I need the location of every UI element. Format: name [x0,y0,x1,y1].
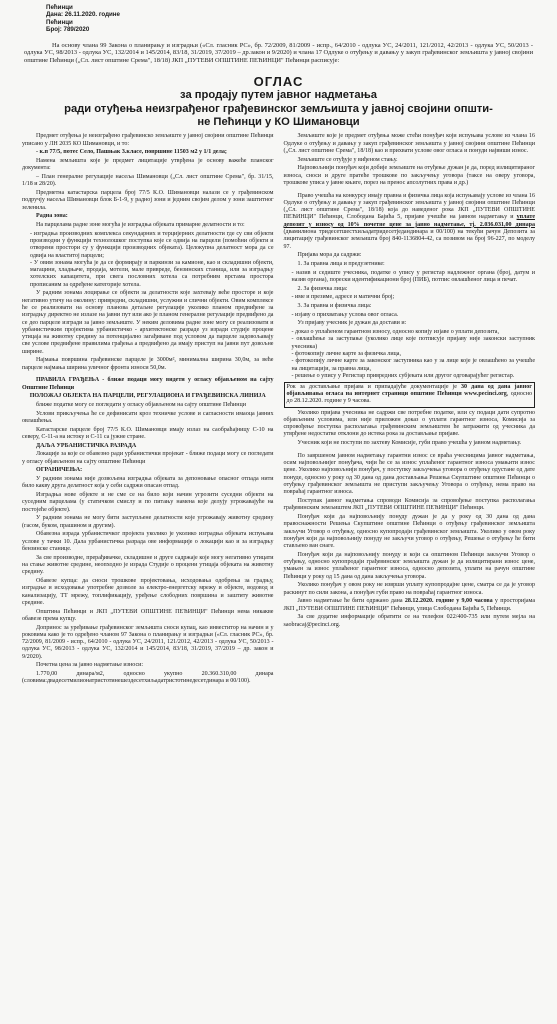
auction-date: 28.12.2020. године у 9,00 часова [404,598,493,605]
parcel-line: - к.п 77/5, потес Село, Пашњак 3.класе, површине 11503 м2 у 1/1 дела; [36,149,227,156]
paragraph: Предметна катастарска парцела број 77/5 К.О. Шимановци налази се у грађевинском подручју насеља Шимановци блок Б-1-9, у радној зони и једним својим делом у зони заштитног зеленила. [22,189,274,211]
paragraph: Катастарске парцеле број 77/5 К.О. Шимановци имају излаз на саобраћајницу С-10 на северу, С-11-а на истоку и С-11 са јужне стране. [22,426,274,441]
masthead-line: Пећинци [46,4,73,11]
intro-paragraph [24,42,533,65]
list-item: - име и презиме, адресе и матични број; [292,294,536,301]
section-heading: ОГРАНИЧЕЊА: [36,467,83,474]
ad-title [10,74,547,129]
starting-price: 1.770,00 динара/м2, односно укупно 20.360.310,00 динара (словима:двадесетмилионатристотинешездесетхиљадатристотинедесетдинара и 00/100). [22,671,274,685]
paragraph: Понуђач који да најповољнију понуду и који са општином Пећинци закључи Уговор о отуђењу, односно купопродаји грађевинског земљишта дужан је да излицитирани износ цене, умањен за износ уплаћеног гарантног износа, односно депозита, уплати на рачун општине Пећинци у року од 15 дана од дана закључења уговора. [283,551,535,580]
left-column [22,133,274,687]
paragraph: Пријава мора да садржи: [297,252,362,259]
paragraph: Земљиште које је предмет отуђења може стећи понуђач који испуњава услове из члана 16 Одлуке о отуђењу и давању у закуп грађевинског земљишта у јавној својини општине Пећинци („Сл. лист општине Срема", 18/18) као и прихвати услове овог огласа и понуди највиши износ. [283,133,535,154]
paragraph-text: (двамилиона тридесетшестхиљадатридесетједандинара и 00/100) на текући рачун Депозита за лицитацију грађевинског земљишта број 840-1136804-42, са позивом на број 96-227, по моделу 97. [283,229,535,250]
contact-paragraph: За све додатне информације обратити се на телефон 022/400-735 или путем мејла на saobracaj@pecinci.org. [283,614,535,628]
paragraph: Уз пријаву учесник је дужан да достави и: [297,320,407,327]
paragraph: На парцелама радне зоне могућа је изградња објеката примарне делатности и то: [36,221,245,228]
list-item: - овлашћење за заступање (уколико лице које потписује пријаву није законски заступник учесника) [292,336,536,351]
auction-place: у просторијама ЈКП „ПУТЕВИ ОПШТИНЕ ПЕЋИНЦИ" Пећинци, улица Слободана Бајића 5, Пећинци. [283,598,536,612]
list [284,294,536,301]
paragraph: Уколико понуђач у овом року не изврши уплату купопродајне цене, сматра се да је уговор раскинут по сили закона, а понуђач губи право на повраћај гарантног износа. [283,582,535,596]
deadline-date: , односно до 28.12.2020. године у 9 часова. [286,390,532,405]
deadline-text: Рок за достављање пријава и припадајуће документације је [286,383,457,390]
section-heading: ПРАВИЛА ГРАЂЕЊА - ближе подаци могу видети у огласу објављеном на сајту Општине Пећинци [22,377,274,391]
paragraph: Обавезе купца: да сноси трошкове пројектовања, исходовања одобрења за градњу, изградње и исходовање употребне дозволе за електро-енергетску мрежу и објекте, водовод и канализацију, ТТ мрежу, топлификацију, уређење слободних површина и заштиту животне средине. [22,577,274,606]
list-item: - У овим зонама могућа је да се формирају и паркинзи за камионе, као и складишни објекти, магацини, хладњаче, продаја, мотели, мале привреде, бензинских станица, или за изградњу хотелских капацитета, при свега пословних хотела са потребним врстама простора прописаним за одређене категорије хотела. [30,260,274,289]
paragraph: Почетна цена за јавно надметање износи: [36,662,144,669]
list-item: - фотокопију личне карте за законског заступника као у за лице које је овлашћено за учешће на лицитацији, за правна лица, [292,358,536,373]
deposit-amount: уплате депозит у износу од 10% почетне цене за јавно надметање, тј. 2.036.031,00 динара [283,214,535,228]
paragraph: Најмања површина грађевинске парцеле је 3000м², минимална ширина 30,0м, за веће парцеле најмања ширина уличног фронта износи 50,0м. [22,357,274,371]
paragraph [284,193,536,251]
paragraph: – План генералне регулације насеља Шимановци („Сл. лист општине Срема", бр. 31/15, 1/18 и 28/20). [22,174,274,188]
paragraph: Изградња нове објекте и не сме се на било који начин угрозити суседни објекти на суседним парцелама (у статичком смислу и по питању намена које делују угрожавајуће на постојеће објекте). [22,492,274,513]
paragraph: Уколико пријава учесника не садржи све потребне податке, или су подаци дати супротно објављеним условима, или није приложен доказ о уплати гарантног износа, Комисија за спровођење поступка располагања грађевинским земљиштем ће затражити од учесника да утврђене недостатке отклони до истека рока за достављање пријаве. [283,409,535,438]
section-heading: ПОЛОЖАЈ ОБЈЕКТА НА ПАРЦЕЛИ, РЕГУЛАЦИОНА И ГРАЂЕВИНСКА ЛИНИЈА [29,393,266,400]
paragraph: Намена земљишта које је предмет лицитације утврђена је основу важеће планског документа: [22,158,274,172]
list-item: - решење о упису у Регистар привредних субјеката или другог одговарајућег регистар. [292,373,536,380]
paragraph [284,598,536,613]
ad-title-line: не Пећинци у КО Шимановци [197,115,360,128]
paragraph: За све производне, прерађивачке, складишне и друге садржаје које могу негативно утицати на стање животне средине, неопходно је израда Студије о процени утицаја објеката на животну средину. [22,554,274,576]
ad-title-line: за продају путем јавног надметања [180,89,377,102]
deadline-box [284,382,536,408]
paragraph: Услови прикључења ће се дефинисати кроз техничке услове и сагласности имаоца јавних овлашћења. [22,410,274,425]
paragraph: Поступак јавног надметања спроводи Комисија за спровођење поступка располагања грађевинским земљиштем ЈКП „ПУТЕВИ ОПШТИНЕ ПЕЋИНЦИ" Пећинци. [283,497,535,512]
right-column [284,133,536,687]
auction-text: Јавно надметање ће бити одржано дана [297,598,403,605]
section-heading: Радна зона: [36,213,68,220]
list-item: - изградња производних комплекса секундарних и терцијерних делатности где су сви објекти производни у функцији технолошког поступка које се одвија на парцели (помоћни објекти и отворени простори су у функцији производних објеката). Целокупна делатност мора да се одвија на властитој парцели; [30,231,274,260]
ad-title-main: ОГЛАС [253,74,304,90]
list [284,329,536,380]
body-columns [10,133,547,687]
list [22,231,274,289]
list-item: - фотокопију личне карте за физичка лица, [292,351,536,358]
paragraph: ближе податке могу се погледати у огласу објављеном на сајту општине Пећинци [36,402,247,409]
masthead-number: Број: 789/2020 [46,26,90,34]
masthead-line: Пећинци [46,18,73,26]
intro-text: На основу члана 99 Закона о планирању и изградњи («Сл. гласник РС», бр. 72/2009, 81/2009 - испр., 64/2010 - одлука УС, 24/2011, 121/2012, 42/2013 - одлука УС, 50/2013 - одлука УС, 98/2013 - одлука УС, 132/2014 и 145/2014, 83/18, 31/2019, 37/2019 – др.закон и 9/2020) и члана 17 Одлуке о отуђењу и давању у закуп грађевинског земљишта у јавној својини општине Пећинци („Сл. лист општине Срема", 18/18) ЈКП „ПУТЕВИ ОПШТИНЕ ПЕЋИНЦИ" Пећинци расписује: [24,41,533,64]
deadline-highlight: 30 дана од дана јавног објављивања огласа на интернет страници општине Пећинци www.pecinci.org [286,383,532,397]
paragraph: Најповољнији понуђач који добије земљиште на отуђење дужан је да, поред излицитираног износа, сноси и друге пратеће трошкове по закључењу уговора (таксе на оверу уговора, трошкове уписа у јавне књиге, порез на пренос апсолутних права и др.) [283,165,535,186]
paragraph: 3. За правна и физичка лица: [297,303,372,310]
paragraph-text: Право учешћа на конкурсу имају правна и физичка лица која испуњавају услове из члана 16 Одлуке о отуђењу и давању у закуп грађевинског земљишта у јавној својини општине Пећинци („Сл. лист општине Срема", 18/18) која до наведеног рока ЈКП „ПУТЕВИ ОПШТИНЕ ПЕЋИНЦИ" Пећинци, Слободана Бајића 5, пријаве учешће на јавном надметању и [283,192,535,221]
list-item: - изјаву о прихватању услова овог огласа. [292,312,536,319]
section-heading: ДАЉА УРБАНИСТИЧКА РАЗРАДА [36,442,137,449]
paragraph: По завршеном јавном надметању гарантни износ се враћа учесницима јавног надметања, осим најповољнијег понуђача, чији ће се за износ уплаћеног гарантног износа умањити износ цене. Уколико најповољнији понуђач, у поступку закључења уговора о отуђењу одустане од дате понуде, односно у року од 30 дана од дана достављања Решења Скупштине општине Пећинци о отуђењу грађевинског земљишта не приступи закључењу Уговора о отуђењу, нема право на повраћај гарантног износа. [283,452,535,496]
paragraph: Понуђач који да најповољнију понуду дужан је да у року од 30 дана од дана правоснажности Решења Скупштине општине Пећинци о отуђењу грађевинског земљишта закључи Уговор о отуђењу, односно купопродаји грађевинског земљишта. Уколико у овом року понуђач који да најповољнију понуду не закључи уговор о отуђењу, Решење о отуђењу ће бити стављено ван снаге. [283,513,535,550]
list [284,312,536,319]
masthead-date: Дана: 26.11.2020. године [46,11,120,19]
paragraph: У радним зонама није дозвољена изградња објеката за депоновање опасног отпада нити било какву друга делатност која у себи садржи опасан отпад. [22,476,274,490]
paragraph: У радним зонама лоцирање се објекти за делатности које захтевају веће просторе и које негативно утичу на околину: привредни, складишни, услужни и слични објекти. Овим комплексе ће се реализовати на основу планова детаљне регулације уколико планом предвиђене за изградњу директно не излазе на јавни пут или ако је планом генералне регулације предвиђено да се део парцеле изгради за јавно земљиште. У неким деловима радне зоне могу се реализовати и урбанистичким пројектима урбанистичко - архитектонске разраде уз изради студије процене утицаја на животну средину за потенцијално загађиване под условом да парцеле задовољавају све услове предвиђене правилима грађења а предвиђено да имају приступ на јавни пут довољне ширине. [22,290,274,355]
list-item: - доказ о уплаћеном гарантном износу, односно копију изјаве о уплати депозита, [292,329,536,336]
paragraph: Допринос за уређивање грађевинског земљишта сноси купац, као инвеститор на начин и у роковима како је то одређено чланом 97 Закона о планирању и изградњи («Сл. гласник РС», бр. 72/2009, 81/2009 - испр., 64/2010 - одлука УС, 24/2011, 121/2012, 42/2013 - одлука УС, 50/2013 - одлука УС, 98/2013 - одлука УС, 132/2014 и 145/2014, 83/18, 31/2019, 37/2019 – др. закон и 9/2020). [22,624,274,660]
paragraph: Локације за које се обавезно ради урбанистички пројекат - ближе подаци могу се погледати у огласу објављеном на сајту општине Пећинци [22,451,274,465]
paragraph: Предмет отуђења је неизграђено грађевинско земљиште у јавној својини општине Пећинци уписано у ЛН 2035 КО Шимановци, и то: [22,133,274,147]
paragraph: Општина Пећинци и ЈКП „ПУТЕВИ ОПШТИНЕ ПЕЋИНЦИ" Пећинци нема никакве обавезе према купцу. [22,608,274,622]
paragraph: 1. За правна лица и предузетнике: [297,261,385,268]
masthead [46,4,547,34]
paragraph: Учесник који не поступи по захтеву Комисије, губи право учешћа у јавном надметању. [297,440,522,447]
paragraph: Обавезна изрaда урбанистичког пројекта уколико је уколико изградња објеката испуњава услове у тачки 10. Дала урбанистичка разрада ове информације о локацији као и за изградњу бензинске станице. [22,531,274,552]
list-item: - назив и седиште учесника, податке о упису у регистар надлежног органа (број, датум и назив органа), порески идентификациони број (ПИБ), потпис овлашћеног лица и печат. [292,270,536,285]
paragraph: 2. За физичка лица: [297,285,348,292]
paragraph: У радним зонама не могу бити заступљене делатности које угрожавају животну средину (гасом, буком, прашином и другим). [22,515,274,529]
ad-title-line: ради отуђења неизграђеног грађевинског земљишта у јавној својини општи- [64,102,493,115]
list [284,270,536,285]
paragraph: Земљиште се отуђује у виђеном стању. [297,156,398,163]
